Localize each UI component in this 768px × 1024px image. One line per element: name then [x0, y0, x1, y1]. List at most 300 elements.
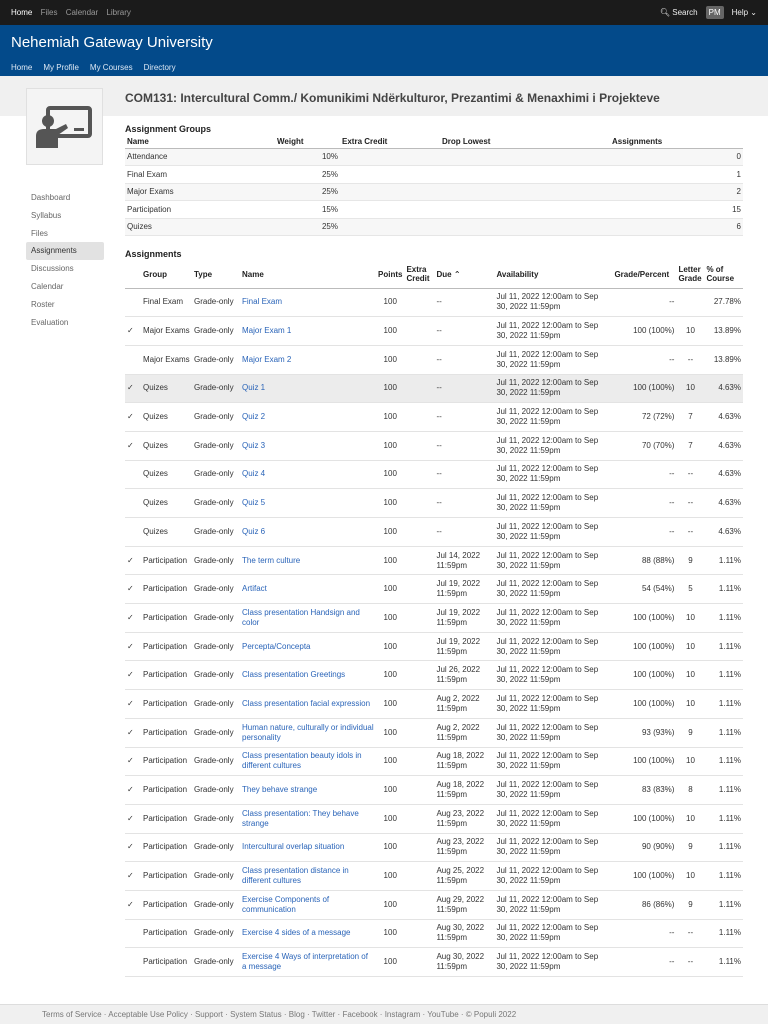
grade-value: 83: [641, 785, 651, 795]
grade-value: 93: [641, 727, 651, 737]
assignment-link[interactable]: Final Exam: [242, 297, 283, 307]
col-extra-credit[interactable]: Extra Credit: [404, 261, 434, 288]
footer-link[interactable]: System Status: [230, 1010, 282, 1019]
assignment-letter-grade: --: [676, 460, 704, 489]
assignment-group: Participation: [141, 890, 192, 919]
course-image: [26, 88, 103, 165]
check-icon: ✓: [127, 326, 134, 336]
col-drop-lowest: Drop Lowest: [440, 136, 610, 148]
assignment-link[interactable]: Exercise 4 sides of a message: [242, 928, 351, 938]
check-icon: ✓: [127, 584, 134, 594]
assignment-grade: [612, 546, 676, 575]
col-availability[interactable]: Availability: [494, 261, 612, 288]
header-menu-home[interactable]: Home: [11, 63, 33, 72]
col-due-label: Due: [436, 269, 452, 279]
col-name: Name: [125, 136, 275, 148]
top-nav-calendar[interactable]: Calendar: [65, 8, 99, 17]
assignment-grade: [612, 518, 676, 547]
assignment-link[interactable]: Quiz 3: [242, 440, 266, 450]
assignment-grade: [612, 460, 676, 489]
grade-percent: (70%): [653, 440, 675, 450]
grade-value: 70: [641, 440, 651, 450]
header-menu-profile[interactable]: My Profile: [43, 63, 79, 72]
group-name: Attendance: [125, 148, 275, 166]
assignment-course-percent: 1.11%: [704, 747, 743, 776]
group-count: 2: [610, 183, 743, 201]
assignment-course-percent: 4.63%: [704, 518, 743, 547]
grade-value: --: [669, 957, 675, 967]
assignment-availability: Jul 11, 2022 12:00am to Sep 30, 2022 11:59pm: [494, 460, 612, 489]
group-row: [125, 201, 743, 219]
assignment-link[interactable]: Percepta/Concepta: [242, 641, 311, 651]
check-icon: ✓: [127, 670, 134, 680]
sidebar-item-assignments[interactable]: Assignments: [26, 242, 104, 260]
assignment-extra-credit: [404, 948, 434, 977]
col-letter-grade[interactable]: Letter Grade: [676, 261, 704, 288]
col-assignment-name[interactable]: Name: [240, 261, 376, 288]
assignment-extra-credit: [404, 776, 434, 805]
assignment-grade: [612, 317, 676, 346]
col-type[interactable]: Type: [192, 261, 240, 288]
assignment-type: Grade-only: [192, 518, 240, 547]
group-name: Major Exams: [125, 183, 275, 201]
col-grade-percent[interactable]: Grade/Percent: [612, 261, 676, 288]
assignment-type: Grade-only: [192, 604, 240, 633]
assignment-type: Grade-only: [192, 776, 240, 805]
assignment-link[interactable]: Class presentation: They behave strange: [242, 808, 359, 828]
assignment-letter-grade: 9: [676, 546, 704, 575]
top-nav: [11, 8, 137, 17]
assignment-extra-credit: [404, 632, 434, 661]
col-percent-course[interactable]: % of Course: [704, 261, 743, 288]
assignment-link[interactable]: They behave strange: [242, 785, 318, 795]
grade-percent: (88%): [653, 555, 675, 565]
top-nav-home[interactable]: Home: [11, 8, 33, 17]
sidebar-item-discussions[interactable]: Discussions: [31, 264, 74, 274]
grade-value: 100: [633, 698, 647, 708]
sidebar-item-syllabus[interactable]: Syllabus: [31, 210, 62, 220]
grade-value: --: [669, 297, 675, 307]
assignment-link[interactable]: Class presentation distance in different cultures: [242, 866, 349, 886]
col-due[interactable]: [434, 261, 494, 288]
assignment-row: [125, 431, 743, 460]
assignment-grade: [612, 919, 676, 948]
assignment-letter-grade: --: [676, 489, 704, 518]
assignment-link[interactable]: Quiz 5: [242, 498, 266, 508]
check-icon: ✓: [127, 641, 134, 651]
assignment-link[interactable]: Quiz 4: [242, 469, 266, 479]
assignment-due: Aug 2, 2022 11:59pm: [434, 718, 494, 747]
assignment-letter-grade: --: [676, 345, 704, 374]
footer-separator: ·: [335, 1010, 343, 1019]
assignment-availability: Jul 11, 2022 12:00am to Sep 30, 2022 11:59pm: [494, 862, 612, 891]
sidebar-item-calendar[interactable]: Calendar: [31, 281, 64, 291]
assignment-availability: Jul 11, 2022 12:00am to Sep 30, 2022 11:59pm: [494, 489, 612, 518]
assignment-link[interactable]: The term culture: [242, 555, 301, 565]
assignment-grade: [612, 431, 676, 460]
assignment-extra-credit: [404, 345, 434, 374]
assignment-course-percent: 1.11%: [704, 661, 743, 690]
grade-percent: (72%): [653, 412, 675, 422]
assignment-due: Aug 30, 2022 11:59pm: [434, 919, 494, 948]
assignment-grade: [612, 948, 676, 977]
assignment-group: Major Exams: [141, 345, 192, 374]
assignment-link[interactable]: Exercise Components of communication: [242, 894, 330, 914]
grade-percent: (100%): [648, 641, 675, 651]
footer-separator: ·: [101, 1010, 109, 1019]
assignment-due: --: [434, 460, 494, 489]
footer-separator: ·: [304, 1010, 312, 1019]
assignment-extra-credit: [404, 374, 434, 403]
assignment-group: Participation: [141, 632, 192, 661]
group-weight: 10%: [275, 148, 340, 166]
assignment-link[interactable]: Quiz 2: [242, 412, 266, 422]
grade-percent: (86%): [653, 899, 675, 909]
grade-percent: (83%): [653, 785, 675, 795]
grade-value: 88: [641, 555, 651, 565]
user-avatar[interactable]: PM: [706, 6, 724, 19]
col-check: [125, 261, 141, 288]
group-weight: 15%: [275, 201, 340, 219]
assignment-group: Participation: [141, 804, 192, 833]
assignment-availability: Jul 11, 2022 12:00am to Sep 30, 2022 11:59pm: [494, 317, 612, 346]
assignment-due: Jul 19, 2022 11:59pm: [434, 604, 494, 633]
assignment-grade: [612, 718, 676, 747]
group-count: 6: [610, 218, 743, 236]
header-menu-directory[interactable]: Directory: [143, 63, 176, 72]
grade-value: 100: [633, 326, 647, 336]
assignment-type: Grade-only: [192, 661, 240, 690]
assignment-letter-grade: 10: [676, 317, 704, 346]
sidebar-item-files[interactable]: Files: [31, 228, 48, 238]
assignment-letter-grade: 10: [676, 632, 704, 661]
assignment-row: [125, 747, 743, 776]
assignment-course-percent: 1.11%: [704, 776, 743, 805]
footer-separator: ·: [458, 1010, 466, 1019]
assignment-points: 100: [376, 833, 404, 862]
footer-link[interactable]: Support: [194, 1010, 223, 1019]
assignment-type: Grade-only: [192, 546, 240, 575]
assignment-course-percent: 1.11%: [704, 575, 743, 604]
col-points[interactable]: Points: [376, 261, 404, 288]
assignment-type: Grade-only: [192, 403, 240, 432]
assignment-group: Participation: [141, 776, 192, 805]
assignment-row: [125, 804, 743, 833]
presentation-icon: [36, 104, 94, 150]
assignment-extra-credit: [404, 403, 434, 432]
assignment-row: [125, 288, 743, 317]
group-row: [125, 166, 743, 184]
footer-link: © Populi 2022: [465, 1010, 517, 1019]
assignment-points: 100: [376, 431, 404, 460]
assignment-availability: Jul 11, 2022 12:00am to Sep 30, 2022 11:59pm: [494, 804, 612, 833]
grade-percent: (54%): [653, 584, 675, 594]
assignment-availability: Jul 11, 2022 12:00am to Sep 30, 2022 11:59pm: [494, 431, 612, 460]
grade-value: 100: [633, 383, 647, 393]
assignment-letter-grade: --: [676, 919, 704, 948]
footer: [0, 1004, 768, 1024]
top-bar: [0, 0, 768, 25]
grade-percent: (100%): [648, 871, 675, 881]
assignment-points: 100: [376, 546, 404, 575]
assignment-extra-credit: [404, 546, 434, 575]
assignment-availability: Jul 11, 2022 12:00am to Sep 30, 2022 11:59pm: [494, 776, 612, 805]
header-menu: [11, 63, 757, 72]
assignment-row: [125, 661, 743, 690]
grade-percent: (100%): [648, 612, 675, 622]
assignment-extra-credit: [404, 890, 434, 919]
grade-percent: (90%): [653, 842, 675, 852]
assignment-course-percent: 1.11%: [704, 718, 743, 747]
assignment-due: --: [434, 317, 494, 346]
assignment-points: 100: [376, 890, 404, 919]
grade-percent: (93%): [653, 727, 675, 737]
assignment-points: 100: [376, 575, 404, 604]
footer-separator: ·: [377, 1010, 385, 1019]
assignment-course-percent: 1.11%: [704, 948, 743, 977]
col-assignments: Assignments: [610, 136, 743, 148]
assignment-due: --: [434, 403, 494, 432]
sidebar-item-dashboard[interactable]: Dashboard: [31, 193, 71, 202]
footer-link[interactable]: Facebook: [342, 1010, 378, 1019]
assignment-group: Participation: [141, 718, 192, 747]
grade-value: --: [669, 526, 675, 536]
grade-value: --: [669, 354, 675, 364]
assignment-link[interactable]: Major Exam 2: [242, 354, 292, 364]
group-drop-lowest: [440, 183, 610, 201]
group-count: 0: [610, 148, 743, 166]
assignment-type: Grade-only: [192, 747, 240, 776]
assignment-type: Grade-only: [192, 460, 240, 489]
assignment-points: 100: [376, 690, 404, 719]
assignment-availability: Jul 11, 2022 12:00am to Sep 30, 2022 11:59pm: [494, 833, 612, 862]
sidebar-item-roster[interactable]: Roster: [31, 299, 55, 309]
assignment-link[interactable]: Quiz 1: [242, 383, 266, 393]
assignment-availability: Jul 11, 2022 12:00am to Sep 30, 2022 11:59pm: [494, 575, 612, 604]
group-name: Final Exam: [125, 166, 275, 184]
assignment-points: 100: [376, 403, 404, 432]
assignment-group: Quizes: [141, 518, 192, 547]
assignment-link[interactable]: Exercise 4 Ways of interpretation of a message: [242, 952, 368, 972]
top-nav-library[interactable]: Library: [106, 8, 131, 17]
group-extra-credit: [340, 148, 440, 166]
assignment-availability: Jul 11, 2022 12:00am to Sep 30, 2022 11:59pm: [494, 604, 612, 633]
group-name: Quizes: [125, 218, 275, 236]
assignment-grade: [612, 604, 676, 633]
assignment-row: [125, 890, 743, 919]
search-button[interactable]: [660, 8, 698, 17]
assignment-extra-credit: [404, 833, 434, 862]
assignment-type: Grade-only: [192, 345, 240, 374]
assignment-due: Jul 26, 2022 11:59pm: [434, 661, 494, 690]
assignment-course-percent: 1.11%: [704, 690, 743, 719]
assignment-link[interactable]: Intercultural overlap situation: [242, 842, 345, 852]
col-extra-credit: Extra Credit: [340, 136, 440, 148]
assignment-type: Grade-only: [192, 919, 240, 948]
assignment-course-percent: 1.11%: [704, 804, 743, 833]
sidebar-item-evaluation[interactable]: Evaluation: [31, 317, 69, 327]
group-row: [125, 183, 743, 201]
check-icon: ✓: [127, 412, 134, 422]
group-weight: 25%: [275, 166, 340, 184]
grade-percent: (100%): [648, 326, 675, 336]
assignment-row: [125, 919, 743, 948]
assignment-grade: [612, 776, 676, 805]
assignment-due: --: [434, 374, 494, 403]
assignment-grade: [612, 374, 676, 403]
col-group[interactable]: Group: [141, 261, 192, 288]
groups-table: [125, 136, 743, 236]
check-icon: ✓: [127, 727, 134, 737]
assignment-letter-grade: 10: [676, 661, 704, 690]
assignment-due: --: [434, 518, 494, 547]
assignment-row: [125, 862, 743, 891]
grade-value: 100: [633, 670, 647, 680]
grade-percent: (100%): [648, 670, 675, 680]
assignment-extra-credit: [404, 718, 434, 747]
assignment-group: Participation: [141, 948, 192, 977]
assignment-link[interactable]: Class presentation facial expression: [242, 698, 371, 708]
assignment-course-percent: 13.89%: [704, 317, 743, 346]
assignment-points: 100: [376, 747, 404, 776]
assignment-points: 100: [376, 718, 404, 747]
check-icon: ✓: [127, 813, 134, 823]
assignment-points: 100: [376, 661, 404, 690]
grade-value: --: [669, 469, 675, 479]
check-icon: ✓: [127, 698, 134, 708]
footer-link[interactable]: YouTube: [427, 1010, 459, 1019]
help-label: Help: [731, 8, 749, 17]
assignment-grade: [612, 489, 676, 518]
assignment-grade: [612, 288, 676, 317]
check-icon: ✓: [127, 756, 134, 766]
check-icon: ✓: [127, 785, 134, 795]
assignment-letter-grade: 10: [676, 804, 704, 833]
assignment-type: Grade-only: [192, 374, 240, 403]
assignment-points: 100: [376, 604, 404, 633]
group-drop-lowest: [440, 166, 610, 184]
assignment-availability: Jul 11, 2022 12:00am to Sep 30, 2022 11:59pm: [494, 518, 612, 547]
footer-link[interactable]: Terms of Service: [42, 1010, 102, 1019]
check-icon: ✓: [127, 871, 134, 881]
assignment-availability: Jul 11, 2022 12:00am to Sep 30, 2022 11:59pm: [494, 690, 612, 719]
assignment-extra-credit: [404, 288, 434, 317]
assignment-course-percent: 4.63%: [704, 374, 743, 403]
assignment-type: Grade-only: [192, 489, 240, 518]
group-extra-credit: [340, 166, 440, 184]
site-header: [0, 25, 768, 76]
assignment-points: 100: [376, 776, 404, 805]
assignment-link[interactable]: Major Exam 1: [242, 326, 292, 336]
grade-value: 100: [633, 813, 647, 823]
assignment-row: [125, 317, 743, 346]
check-icon: ✓: [127, 555, 134, 565]
assignment-course-percent: 1.11%: [704, 862, 743, 891]
grade-value: 100: [633, 641, 647, 651]
header-menu-courses[interactable]: My Courses: [89, 63, 133, 72]
assignment-due: Aug 18, 2022 11:59pm: [434, 747, 494, 776]
assignment-row: [125, 718, 743, 747]
footer-link[interactable]: Blog: [288, 1010, 305, 1019]
assignment-group: Quizes: [141, 460, 192, 489]
assignment-grade: [612, 833, 676, 862]
assignment-course-percent: 4.63%: [704, 460, 743, 489]
assignment-type: Grade-only: [192, 862, 240, 891]
grade-percent: (100%): [648, 756, 675, 766]
assignment-points: 100: [376, 317, 404, 346]
top-nav-files[interactable]: Files: [40, 8, 58, 17]
grade-value: 86: [641, 899, 651, 909]
assignment-grade: [612, 575, 676, 604]
assignment-group: Participation: [141, 862, 192, 891]
assignment-group: Participation: [141, 661, 192, 690]
footer-link[interactable]: Acceptable Use Policy: [108, 1010, 188, 1019]
assignment-row: [125, 575, 743, 604]
search-label: Search: [672, 8, 698, 17]
course-sidebar: [26, 189, 104, 331]
university-name[interactable]: Nehemiah Gateway University: [11, 34, 213, 51]
assignment-grade: [612, 345, 676, 374]
assignment-letter-grade: 7: [676, 431, 704, 460]
assignment-course-percent: 13.89%: [704, 345, 743, 374]
assignments-heading: Assignments: [125, 249, 182, 259]
assignment-link[interactable]: Class presentation Greetings: [242, 670, 346, 680]
assignment-availability: Jul 11, 2022 12:00am to Sep 30, 2022 11:59pm: [494, 403, 612, 432]
group-count: 1: [610, 166, 743, 184]
footer-link[interactable]: Instagram: [384, 1010, 421, 1019]
assignment-row: [125, 690, 743, 719]
assignment-link[interactable]: Quiz 6: [242, 526, 266, 536]
help-menu[interactable]: [732, 8, 757, 17]
group-weight: 25%: [275, 183, 340, 201]
group-row: [125, 218, 743, 236]
grade-value: 100: [633, 756, 647, 766]
assignment-type: Grade-only: [192, 948, 240, 977]
assignment-availability: Jul 11, 2022 12:00am to Sep 30, 2022 11:59pm: [494, 288, 612, 317]
group-drop-lowest: [440, 201, 610, 219]
footer-separator: ·: [281, 1010, 289, 1019]
assignment-link[interactable]: Class presentation Handsign and color: [242, 607, 360, 627]
assignment-due: Jul 19, 2022 11:59pm: [434, 575, 494, 604]
footer-link[interactable]: Twitter: [311, 1010, 336, 1019]
assignment-extra-credit: [404, 489, 434, 518]
assignment-extra-credit: [404, 661, 434, 690]
assignment-group: Participation: [141, 546, 192, 575]
assignment-course-percent: 1.11%: [704, 833, 743, 862]
assignment-type: Grade-only: [192, 718, 240, 747]
assignment-link[interactable]: Human nature, culturally or individual personality: [242, 722, 374, 742]
grade-value: 72: [641, 412, 651, 422]
assignment-link[interactable]: Class presentation beauty idols in different cultures: [242, 751, 362, 771]
assignment-points: 100: [376, 345, 404, 374]
group-extra-credit: [340, 201, 440, 219]
assignment-letter-grade: 10: [676, 374, 704, 403]
groups-heading: Assignment Groups: [125, 124, 212, 134]
assignment-group: Participation: [141, 575, 192, 604]
assignments-table: [125, 261, 743, 977]
grade-percent: (100%): [648, 383, 675, 393]
assignment-grade: [612, 632, 676, 661]
assignment-availability: Jul 11, 2022 12:00am to Sep 30, 2022 11:59pm: [494, 890, 612, 919]
assignment-grade: [612, 403, 676, 432]
assignment-availability: Jul 11, 2022 12:00am to Sep 30, 2022 11:59pm: [494, 747, 612, 776]
assignment-letter-grade: 5: [676, 575, 704, 604]
assignment-type: Grade-only: [192, 632, 240, 661]
assignment-availability: Jul 11, 2022 12:00am to Sep 30, 2022 11:59pm: [494, 948, 612, 977]
assignment-link[interactable]: Artifact: [242, 584, 267, 594]
assignment-row: [125, 460, 743, 489]
assignment-row: [125, 374, 743, 403]
